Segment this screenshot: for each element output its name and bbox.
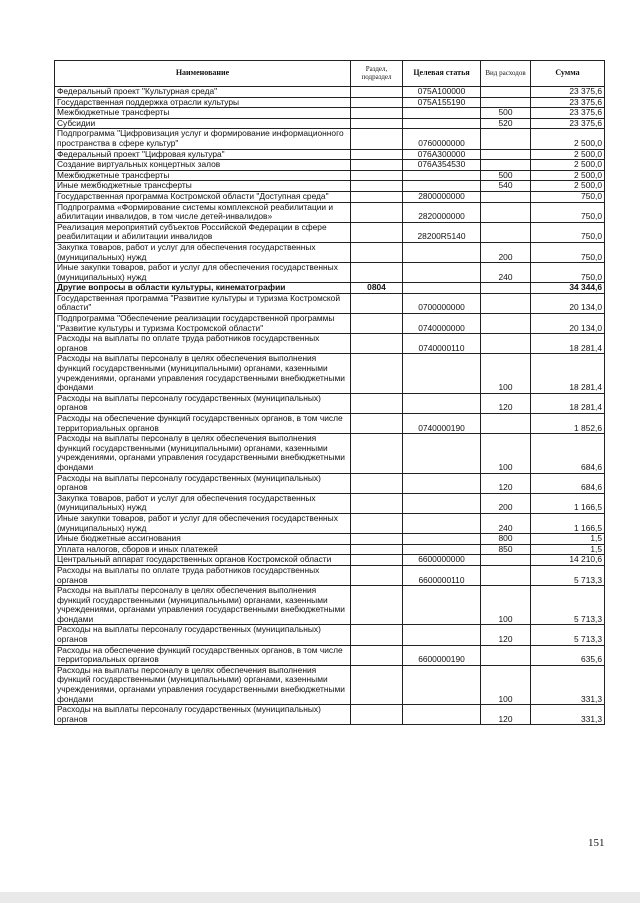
cell-target [403,534,481,545]
cell-section [351,293,403,313]
cell-type [481,414,531,434]
cell-name: Федеральный проект "Цифровая культура" [55,149,351,160]
table-row [55,625,605,645]
table-row [55,263,605,283]
cell-sum: 2 500,0 [531,160,605,171]
cell-target [403,354,481,393]
cell-section [351,555,403,566]
table-row [55,202,605,222]
cell-target [403,283,481,294]
cell-section [351,414,403,434]
table-row [55,586,605,625]
cell-section [351,565,403,585]
cell-target: 076А354530 [403,160,481,171]
cell-target [403,513,481,533]
cell-target: 2820000000 [403,202,481,222]
cell-sum: 684,6 [531,473,605,493]
cell-sum: 20 134,0 [531,314,605,334]
cell-type: 520 [481,118,531,129]
cell-name: Расходы на выплаты персоналу в целях обеспечения выполнения функций государственными (муниципальными) органами, казенными учреждениями, органами управления государственными внебюджетными фондами [55,586,351,625]
cell-section [351,263,403,283]
table-row [55,108,605,119]
cell-target [403,108,481,119]
cell-name: Субсидии [55,118,351,129]
cell-name: Подпрограмма «Формирование системы комплексной реабилитации и абилитации инвалидов, в том числе детей-инвалидов» [55,202,351,222]
table-row [55,170,605,181]
cell-name: Расходы на выплаты персоналу в целях обеспечения выполнения функций государственными (муниципальными) органами, казенными учреждениями, органами управления государственными внебюджетными фондами [55,434,351,473]
cell-section [351,544,403,555]
cell-section [351,170,403,181]
cell-sum: 635,6 [531,645,605,665]
cell-type [481,129,531,149]
cell-sum: 1 166,5 [531,513,605,533]
cell-target: 0740000110 [403,334,481,354]
cell-target: 2800000000 [403,191,481,202]
cell-name: Подпрограмма "Обеспечение реализации государственной программы "Развитие культуры и туризма Костромской области" [55,314,351,334]
cell-sum: 331,3 [531,665,605,704]
table-row [55,181,605,192]
cell-name: Расходы на выплаты персоналу государственных (муниципальных) органов [55,393,351,413]
table-row [55,705,605,725]
table-row [55,645,605,665]
table-row [55,393,605,413]
table-row [55,354,605,393]
cell-type [481,149,531,160]
cell-sum: 20 134,0 [531,293,605,313]
cell-sum: 684,6 [531,434,605,473]
cell-sum: 750,0 [531,263,605,283]
header-sum: Сумма [531,61,605,87]
cell-type [481,645,531,665]
cell-type [481,283,531,294]
cell-section [351,705,403,725]
cell-target [403,665,481,704]
cell-section [351,97,403,108]
cell-type: 120 [481,705,531,725]
cell-sum: 750,0 [531,222,605,242]
cell-type [481,293,531,313]
cell-type: 800 [481,534,531,545]
cell-type: 500 [481,108,531,119]
cell-type: 240 [481,513,531,533]
cell-section [351,202,403,222]
cell-name: Расходы на выплаты персоналу государственных (муниципальных) органов [55,625,351,645]
cell-target [403,242,481,262]
cell-type: 100 [481,434,531,473]
cell-target [403,705,481,725]
cell-type: 100 [481,665,531,704]
cell-name: Расходы на выплаты персоналу государственных (муниципальных) органов [55,705,351,725]
cell-name: Государственная программа Костромской области "Доступная среда" [55,191,351,202]
table-row [55,473,605,493]
cell-sum: 23 375,6 [531,87,605,98]
cell-sum: 5 713,3 [531,565,605,585]
cell-target [403,473,481,493]
cell-target [403,263,481,283]
cell-target: 075А100000 [403,87,481,98]
cell-name: Иные бюджетные ассигнования [55,534,351,545]
cell-sum: 2 500,0 [531,129,605,149]
cell-name: Федеральный проект "Культурная среда" [55,87,351,98]
table-row [55,334,605,354]
cell-target: 6600000190 [403,645,481,665]
cell-sum: 18 281,4 [531,393,605,413]
cell-sum: 1 852,6 [531,414,605,434]
cell-name: Подпрограмма "Цифровизация услуг и формирование информационного пространства в сфере культур" [55,129,351,149]
cell-section [351,473,403,493]
table-row [55,414,605,434]
cell-sum: 34 344,6 [531,283,605,294]
cell-name: Уплата налогов, сборов и иных платежей [55,544,351,555]
table-row [55,97,605,108]
table-row [55,149,605,160]
cell-sum: 750,0 [531,242,605,262]
cell-name: Расходы на обеспечение функций государственных органов, в том числе территориальных органов [55,645,351,665]
cell-sum: 331,3 [531,705,605,725]
cell-type: 120 [481,473,531,493]
cell-name: Расходы на выплаты по оплате труда работников государственных органов [55,565,351,585]
cell-section [351,434,403,473]
cell-section [351,118,403,129]
cell-sum: 23 375,6 [531,108,605,119]
cell-name: Государственная поддержка отрасли культуры [55,97,351,108]
cell-target: 6600000110 [403,565,481,585]
table-row [55,555,605,566]
table-body [55,87,605,725]
cell-target [403,170,481,181]
cell-type: 200 [481,242,531,262]
cell-name: Государственная программа "Развитие культуры и туризма Костромской области" [55,293,351,313]
header-section: Раздел, подраздел [351,61,403,87]
table-row [55,160,605,171]
cell-name: Создание виртуальных концертных залов [55,160,351,171]
budget-table [54,60,605,725]
table-row [55,129,605,149]
table-row [55,222,605,242]
page-number: 151 [588,837,605,849]
cell-section [351,354,403,393]
cell-section [351,222,403,242]
table-row [55,87,605,98]
cell-name: Межбюджетные трансферты [55,170,351,181]
table-row [55,493,605,513]
cell-name: Иные закупки товаров, работ и услуг для обеспечения государственных (муниципальных) нужд [55,263,351,283]
cell-sum: 14 210,6 [531,555,605,566]
cell-section [351,393,403,413]
cell-sum: 5 713,3 [531,586,605,625]
cell-target [403,434,481,473]
scan-edge [0,892,640,903]
cell-target: 0740000000 [403,314,481,334]
cell-name: Иные межбюджетные трансферты [55,181,351,192]
cell-section [351,334,403,354]
cell-section [351,665,403,704]
cell-target [403,393,481,413]
table-row [55,513,605,533]
cell-section [351,586,403,625]
cell-type [481,202,531,222]
table-row [55,293,605,313]
header-name: Наименование [55,61,351,87]
cell-type: 850 [481,544,531,555]
cell-sum: 23 375,6 [531,118,605,129]
cell-section [351,513,403,533]
cell-sum: 750,0 [531,202,605,222]
cell-type: 540 [481,181,531,192]
cell-section [351,645,403,665]
cell-section [351,108,403,119]
cell-sum: 18 281,4 [531,334,605,354]
table-row [55,314,605,334]
cell-type: 100 [481,354,531,393]
cell-sum: 18 281,4 [531,354,605,393]
cell-type [481,191,531,202]
cell-sum: 2 500,0 [531,149,605,160]
cell-target [403,493,481,513]
cell-type: 120 [481,625,531,645]
cell-type: 500 [481,170,531,181]
cell-sum: 750,0 [531,191,605,202]
cell-section [351,191,403,202]
cell-section [351,625,403,645]
cell-sum: 23 375,6 [531,97,605,108]
cell-target: 0740000190 [403,414,481,434]
cell-name: Расходы на выплаты по оплате труда работников государственных органов [55,334,351,354]
cell-name: Межбюджетные трансферты [55,108,351,119]
cell-type [481,314,531,334]
cell-sum: 1,5 [531,534,605,545]
cell-sum: 1 166,5 [531,493,605,513]
cell-target: 28200R5140 [403,222,481,242]
cell-sum: 5 713,3 [531,625,605,645]
cell-section [351,149,403,160]
cell-type [481,565,531,585]
cell-target [403,181,481,192]
cell-target: 0760000000 [403,129,481,149]
table-row [55,191,605,202]
cell-target: 6600000000 [403,555,481,566]
cell-name: Закупка товаров, работ и услуг для обеспечения государственных (муниципальных) нужд [55,242,351,262]
cell-type: 240 [481,263,531,283]
cell-name: Расходы на обеспечение функций государственных органов, в том числе территориальных органов [55,414,351,434]
cell-name: Расходы на выплаты персоналу в целях обеспечения выполнения функций государственными (муниципальными) органами, казенными учреждениями, органами управления государственными внебюджетными фондами [55,665,351,704]
cell-name: Центральный аппарат государственных органов Костромской области [55,555,351,566]
cell-section [351,242,403,262]
cell-name: Расходы на выплаты персоналу государственных (муниципальных) органов [55,473,351,493]
cell-type [481,555,531,566]
cell-section [351,87,403,98]
cell-type [481,222,531,242]
cell-sum: 1,5 [531,544,605,555]
cell-name: Расходы на выплаты персоналу в целях обеспечения выполнения функций государственными (муниципальными) органами, казенными учреждениями, органами управления государственными внебюджетными фондами [55,354,351,393]
table-row [55,565,605,585]
cell-target: 0700000000 [403,293,481,313]
cell-section [351,493,403,513]
cell-type: 100 [481,586,531,625]
cell-section [351,181,403,192]
cell-type: 200 [481,493,531,513]
cell-sum: 2 500,0 [531,170,605,181]
cell-type: 120 [481,393,531,413]
cell-name: Другие вопросы в области культуры, кинематографии [55,283,351,294]
table-row [55,665,605,704]
header-target: Целевая статья [403,61,481,87]
cell-type [481,160,531,171]
cell-section [351,129,403,149]
table-header-row [55,61,605,87]
table-row [55,242,605,262]
cell-section [351,314,403,334]
cell-target [403,625,481,645]
cell-target: 075А155190 [403,97,481,108]
header-type: Вид расходов [481,61,531,87]
cell-type [481,97,531,108]
table-row [55,283,605,294]
cell-type [481,87,531,98]
table-row [55,534,605,545]
cell-section [351,534,403,545]
cell-name: Закупка товаров, работ и услуг для обеспечения государственных (муниципальных) нужд [55,493,351,513]
cell-target [403,586,481,625]
cell-target [403,118,481,129]
table-row [55,544,605,555]
table-row [55,118,605,129]
table-row [55,434,605,473]
cell-section: 0804 [351,283,403,294]
cell-name: Иные закупки товаров, работ и услуг для обеспечения государственных (муниципальных) нужд [55,513,351,533]
cell-name: Реализация мероприятий субъектов Российской Федерации в сфере реабилитации и абилитации инвалидов [55,222,351,242]
cell-target: 076А300000 [403,149,481,160]
cell-section [351,160,403,171]
cell-type [481,334,531,354]
cell-sum: 2 500,0 [531,181,605,192]
cell-target [403,544,481,555]
